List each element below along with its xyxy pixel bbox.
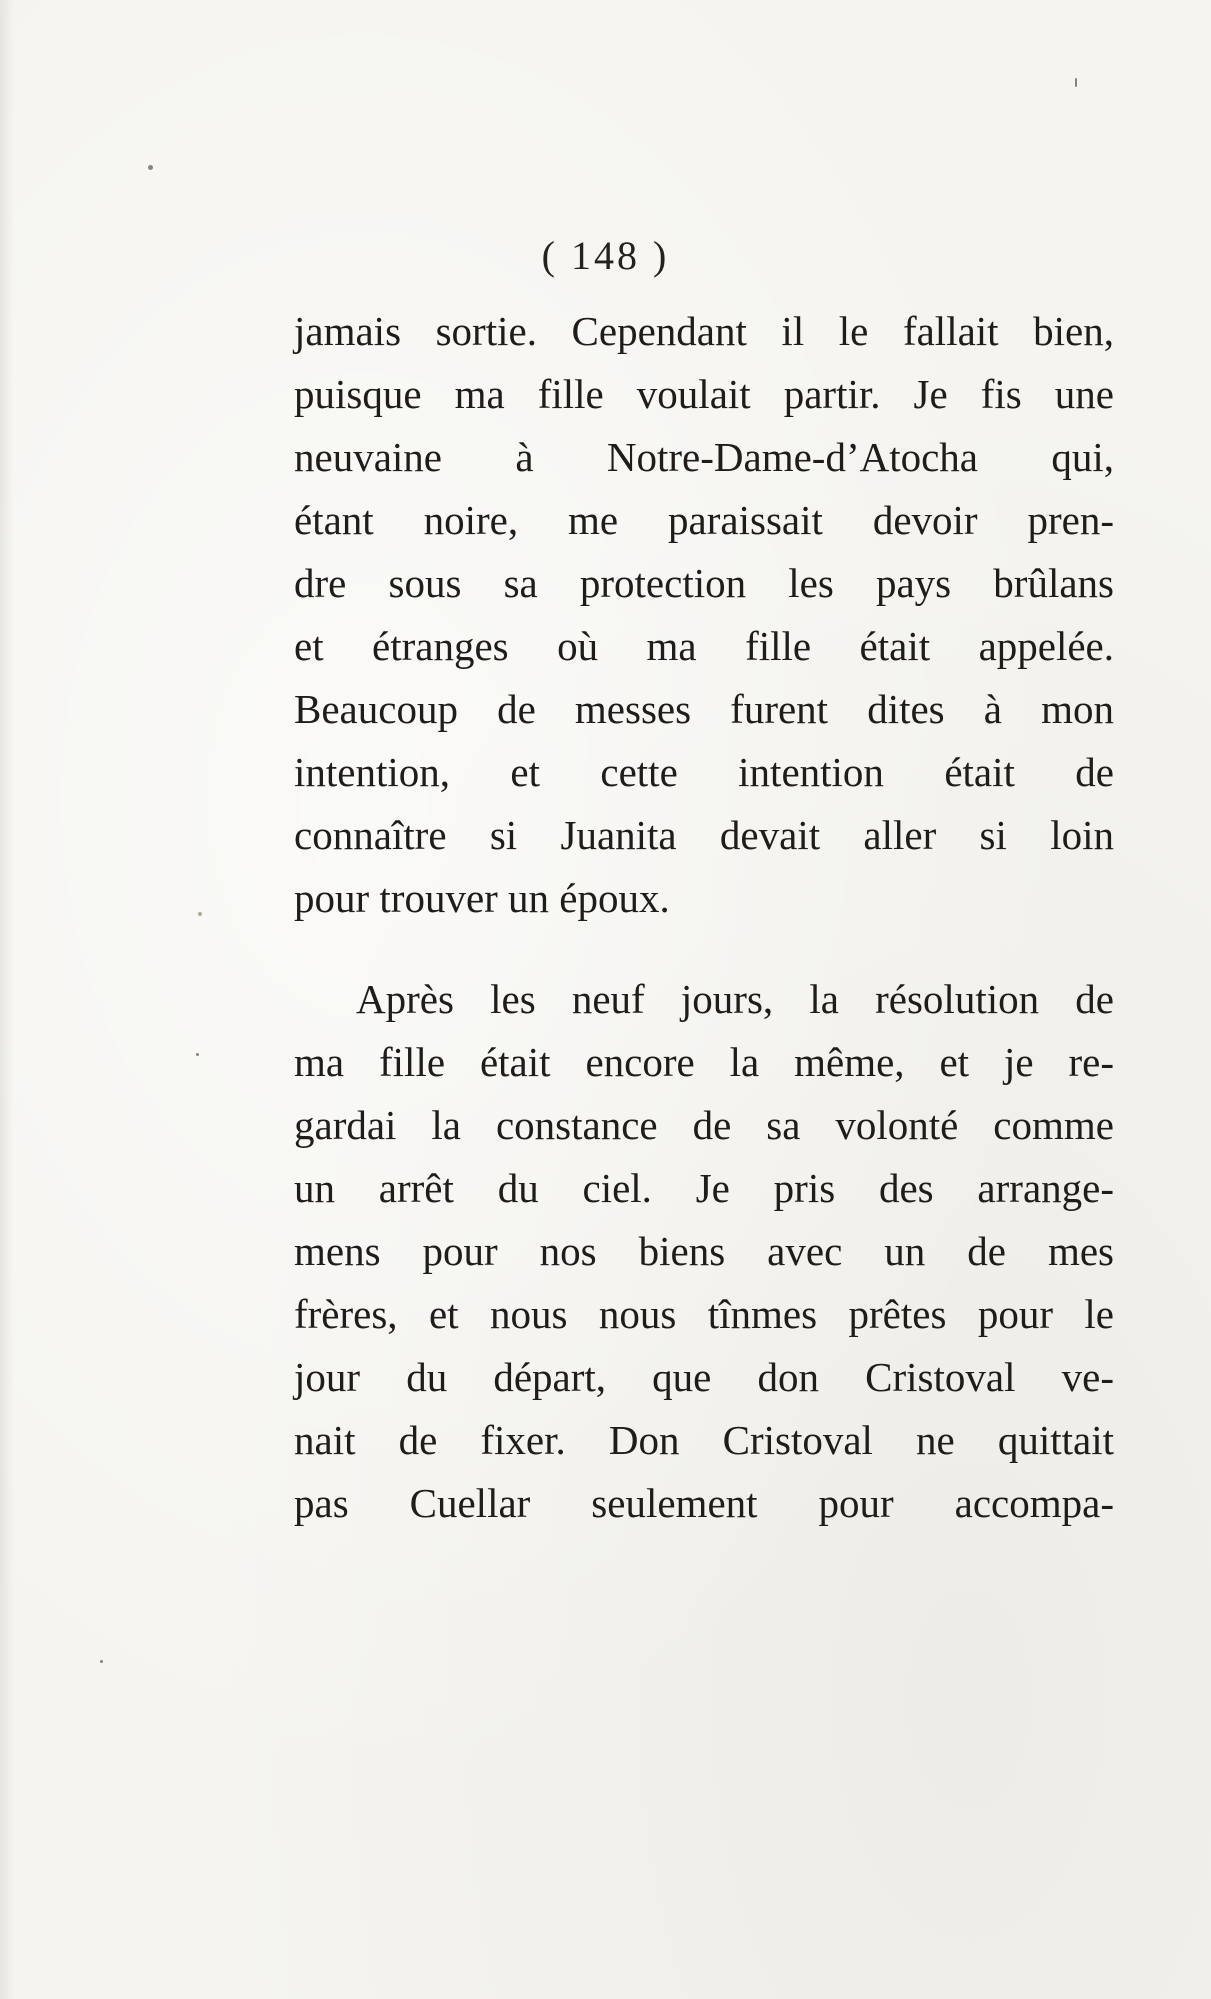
body-text	[294, 300, 1114, 1535]
page-number: ( 148 )	[541, 233, 670, 278]
text-line: jour du départ, que don Cristoval ve-	[294, 1354, 1114, 1400]
paper-speck	[100, 1660, 103, 1663]
text-line: un arrêt du ciel. Je pris des arrange-	[294, 1165, 1114, 1211]
text-line: étant noire, me paraissait devoir pren-	[294, 497, 1114, 543]
text-line: connaître si Juanita devait aller si loin	[294, 812, 1114, 858]
text-line: nait de fixer. Don Cristoval ne quittait	[294, 1417, 1114, 1463]
text-line: frères, et nous nous tînmes prêtes pour le	[294, 1291, 1114, 1337]
text-line: Beaucoup de messes furent dites à mon	[294, 686, 1114, 732]
text-line: pas Cuellar seulement pour accompa-	[294, 1480, 1114, 1526]
text-line: neuvaine à Notre-Dame-d’Atocha qui,	[294, 434, 1114, 480]
paper-speck	[196, 1053, 199, 1056]
paragraph	[294, 300, 1114, 930]
text-line: mens pour nos biens avec un de mes	[294, 1228, 1114, 1274]
text-line: Après les neuf jours, la résolution de	[356, 976, 1114, 1022]
text-line: intention, et cette intention était de	[294, 749, 1114, 795]
paper-speck	[1075, 78, 1077, 87]
text-line: dre sous sa protection les pays brûlans	[294, 560, 1114, 606]
text-line: puisque ma fille voulait partir. Je fis une	[294, 371, 1114, 417]
text-line: jamais sortie. Cependant il le fallait bien,	[294, 308, 1114, 354]
paragraph-gap	[294, 930, 1114, 968]
text-line: ma fille était encore la même, et je re-	[294, 1039, 1114, 1085]
text-line: et étranges où ma fille était appelée.	[294, 623, 1114, 669]
paper-speck	[148, 165, 153, 170]
text-line: gardai la constance de sa volonté comme	[294, 1102, 1114, 1148]
paragraph	[294, 968, 1114, 1535]
text-line: pour trouver un époux.	[294, 875, 670, 921]
paper-speck	[198, 912, 202, 916]
page-edge-shadow	[0, 0, 14, 1999]
